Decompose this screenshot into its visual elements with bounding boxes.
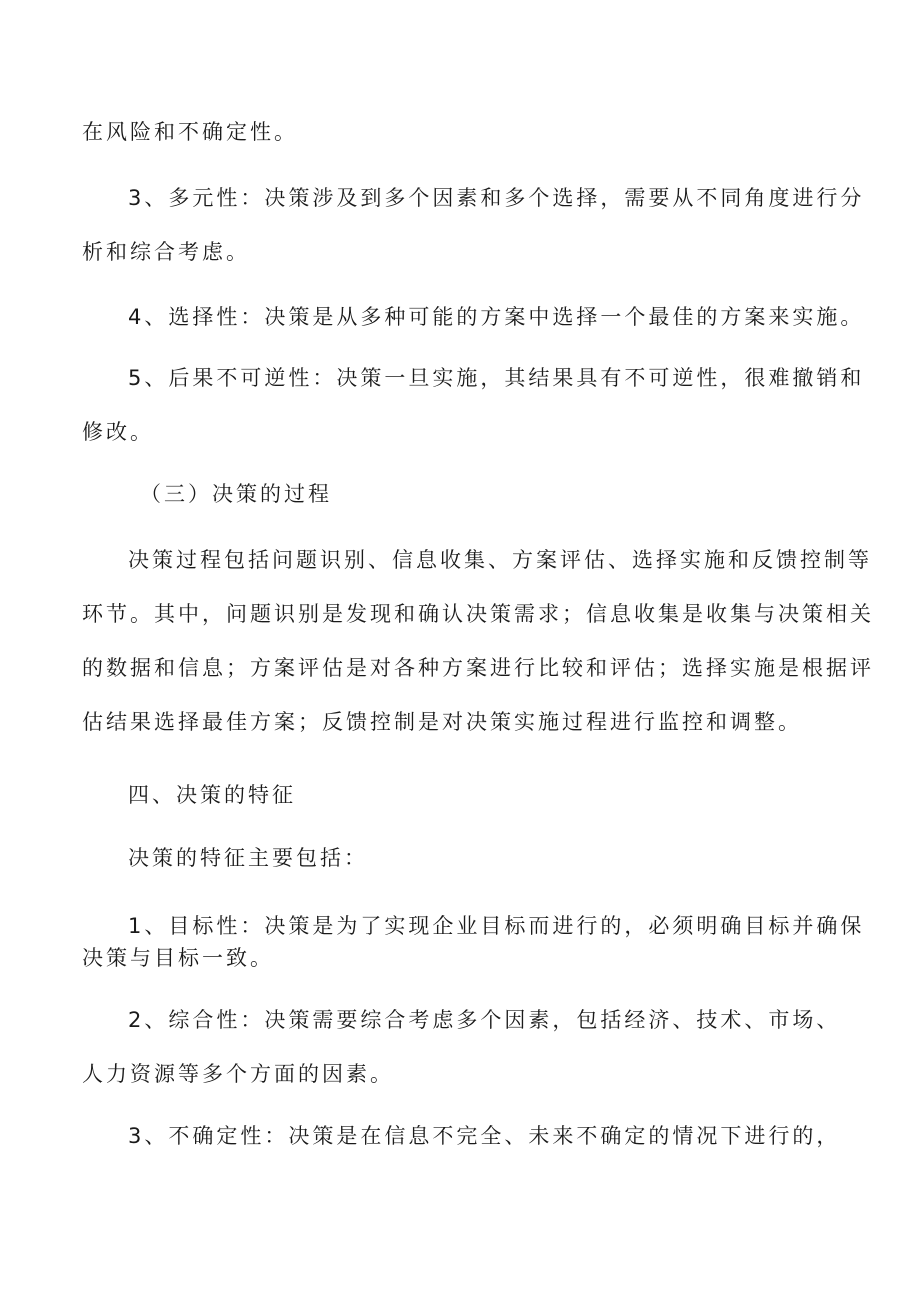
text-line: 决策与目标一致。: [82, 946, 274, 970]
text-line: 5、后果不可逆性：决策一旦实施，其结果具有不可逆性，很难撤销和: [128, 366, 865, 390]
text-line: 估结果选择最佳方案；反馈控制是对决策实施过程进行监控和调整。: [82, 710, 802, 734]
text-line: 4、选择性：决策是从多种可能的方案中选择一个最佳的方案来实施。: [128, 305, 865, 329]
text-line: 在风险和不确定性。: [82, 120, 298, 144]
text-line: 1、目标性：决策是为了实现企业目标而进行的，必须明确目标并确保: [128, 914, 865, 938]
text-line: 决策过程包括问题识别、信息收集、方案评估、选择实施和反馈控制等: [128, 548, 872, 572]
section-heading: （三）决策的过程: [140, 482, 332, 506]
text-line: 的数据和信息；方案评估是对各种方案进行比较和评估；选择实施是根据评: [82, 656, 874, 680]
text-line: 环节。其中，问题识别是发现和确认决策需求；信息收集是收集与决策相关: [82, 602, 874, 626]
text-line: 3、多元性：决策涉及到多个因素和多个选择，需要从不同角度进行分: [128, 186, 865, 210]
text-line: 2、综合性：决策需要综合考虑多个因素，包括经济、技术、市场、: [128, 1008, 841, 1032]
text-line: 3、不确定性：决策是在信息不完全、未来不确定的情况下进行的，: [128, 1124, 841, 1148]
section-heading: 四、决策的特征: [128, 783, 296, 807]
text-line: 决策的特征主要包括：: [128, 846, 368, 870]
text-line: 人力资源等多个方面的因素。: [82, 1062, 394, 1086]
text-line: 析和综合考虑。: [82, 240, 250, 264]
text-line: 修改。: [82, 420, 154, 444]
